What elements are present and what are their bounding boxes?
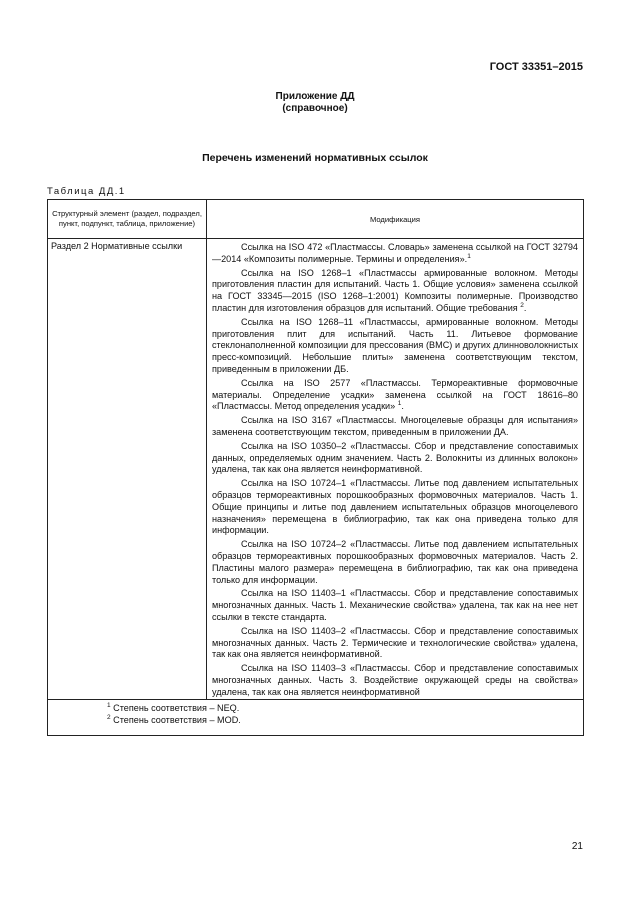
document-header: ГОСТ 33351–2015: [489, 61, 583, 73]
header-structural-element: Структурный элемент (раздел, подраздел, пункт, подпункт, таблица, приложение): [48, 200, 207, 239]
modification-paragraph: Ссылка на ISO 11403–2 «Пластмассы. Сбор и представление сопоставимых многозначных данных. Часть 2. Термические и технологические свойства» удалена, так как она является неинформативной.: [212, 625, 578, 660]
table-header-row: [48, 200, 584, 239]
modification-paragraph: Ссылка на ISO 3167 «Пластмассы. Многоцелевые образцы для испытания» заменена соответствующим текстом, приведенным в приложении ДА.: [212, 415, 578, 437]
footnote-ref: 1: [397, 400, 402, 408]
appendix-subtitle: (справочное): [282, 103, 348, 114]
footnote-mark: 2: [107, 714, 111, 722]
footnote-ref: 1: [467, 252, 471, 260]
table-row: [48, 239, 584, 700]
modification-paragraph: Ссылка на ISO 1268–1 «Пластмассы армированные волокном. Методы приготовления пластин для испытаний. Часть 1. Общие условия» заменена ссылкой на ГОСТ 33345—2015 (ISO 1268–1:2001) Композиты полимерные. Производство пластин для изготовления образцов для испытаний. Общие требования $^2$.: [212, 267, 578, 313]
modification-paragraph: Ссылка на ISO 2577 «Пластмассы. Термореактивные формовочные материалы. Определение усадки» заменена ссылкой на ГОСТ 18616–80 «Пластмассы. Метод определения усадки» $^1$.: [212, 377, 578, 412]
appendix-heading: [0, 91, 630, 115]
footnote-mark: 1: [107, 702, 111, 710]
table-caption: Таблица ДД.1: [47, 186, 126, 197]
modification-paragraph: Ссылка на ISO 11403–3 «Пластмассы. Сбор и представление сопоставимых многозначных данных. Часть 3. Воздействие окружающей среды на свойства» удалена, так как она является неинформативной: [212, 663, 578, 697]
footnote: $^1$ Степень соответствия – NEQ.: [107, 702, 240, 714]
page-number: 21: [571, 841, 583, 852]
footnotes-cell: [48, 700, 584, 736]
modification-paragraph: Ссылка на ISO 472 «Пластмассы. Словарь» заменена ссылкой на ГОСТ 32794—2014 «Композиты полимерные. Термины и определения».$^1$: [212, 242, 578, 264]
row-label: Раздел 2 Нормативные ссылки: [48, 239, 207, 700]
modification-paragraph: Ссылка на ISO 10724–2 «Пластмассы. Литье под давлением испытательных образцов термореактивных порошкообразных формовочных материалов. Часть 2. Пластины малого размера» перемещена в библиографию, так как она приведена только для информации.: [212, 539, 578, 585]
footnote: $^2$ Степень соответствия – MOD.: [107, 714, 241, 726]
changes-table: [47, 199, 584, 736]
header-modification: Модификация: [207, 200, 584, 239]
footnotes-row: [48, 700, 584, 736]
modification-cell: [207, 239, 584, 700]
modification-paragraph: Ссылка на ISO 10724–1 «Пластмассы. Литье под давлением испытательных образцов термореактивных порошкообразных формовочных материалов. Часть 1. Общие принципы и литье под давлением испытательных образцов многоцелевого назначения» перемещена в библиографию, так как она приведена только для информации.: [212, 478, 578, 536]
page-title: Перечень изменений нормативных ссылок: [202, 152, 428, 164]
modification-paragraph: Ссылка на ISO 1268–11 «Пластмассы, армированные волокном. Методы приготовления плит для испытаний. Часть 11. Литьевое формование стеклонаполненной композиции для прессования (BMC) и других длинноволокнистых пресс-композиций. Небольшие плиты» заменена соответствующим текстом, приведенным в приложении ДБ.: [212, 316, 578, 374]
modification-paragraph: Ссылка на ISO 10350–2 «Пластмассы. Сбор и представление сопоставимых данных, определяемых одним значением. Часть 2. Волокниты из длинных волокон» удалена, так как она является неинформативной.: [212, 440, 578, 475]
footnote-ref: 2: [520, 301, 524, 309]
appendix-title: Приложение ДД: [275, 91, 355, 102]
modification-paragraph: Ссылка на ISO 11403–1 «Пластмассы. Сбор и представление сопоставимых многозначных данных. Часть 1. Механические свойства» удалена, так как на нее нет ссылки в тексте стандарта.: [212, 588, 578, 622]
